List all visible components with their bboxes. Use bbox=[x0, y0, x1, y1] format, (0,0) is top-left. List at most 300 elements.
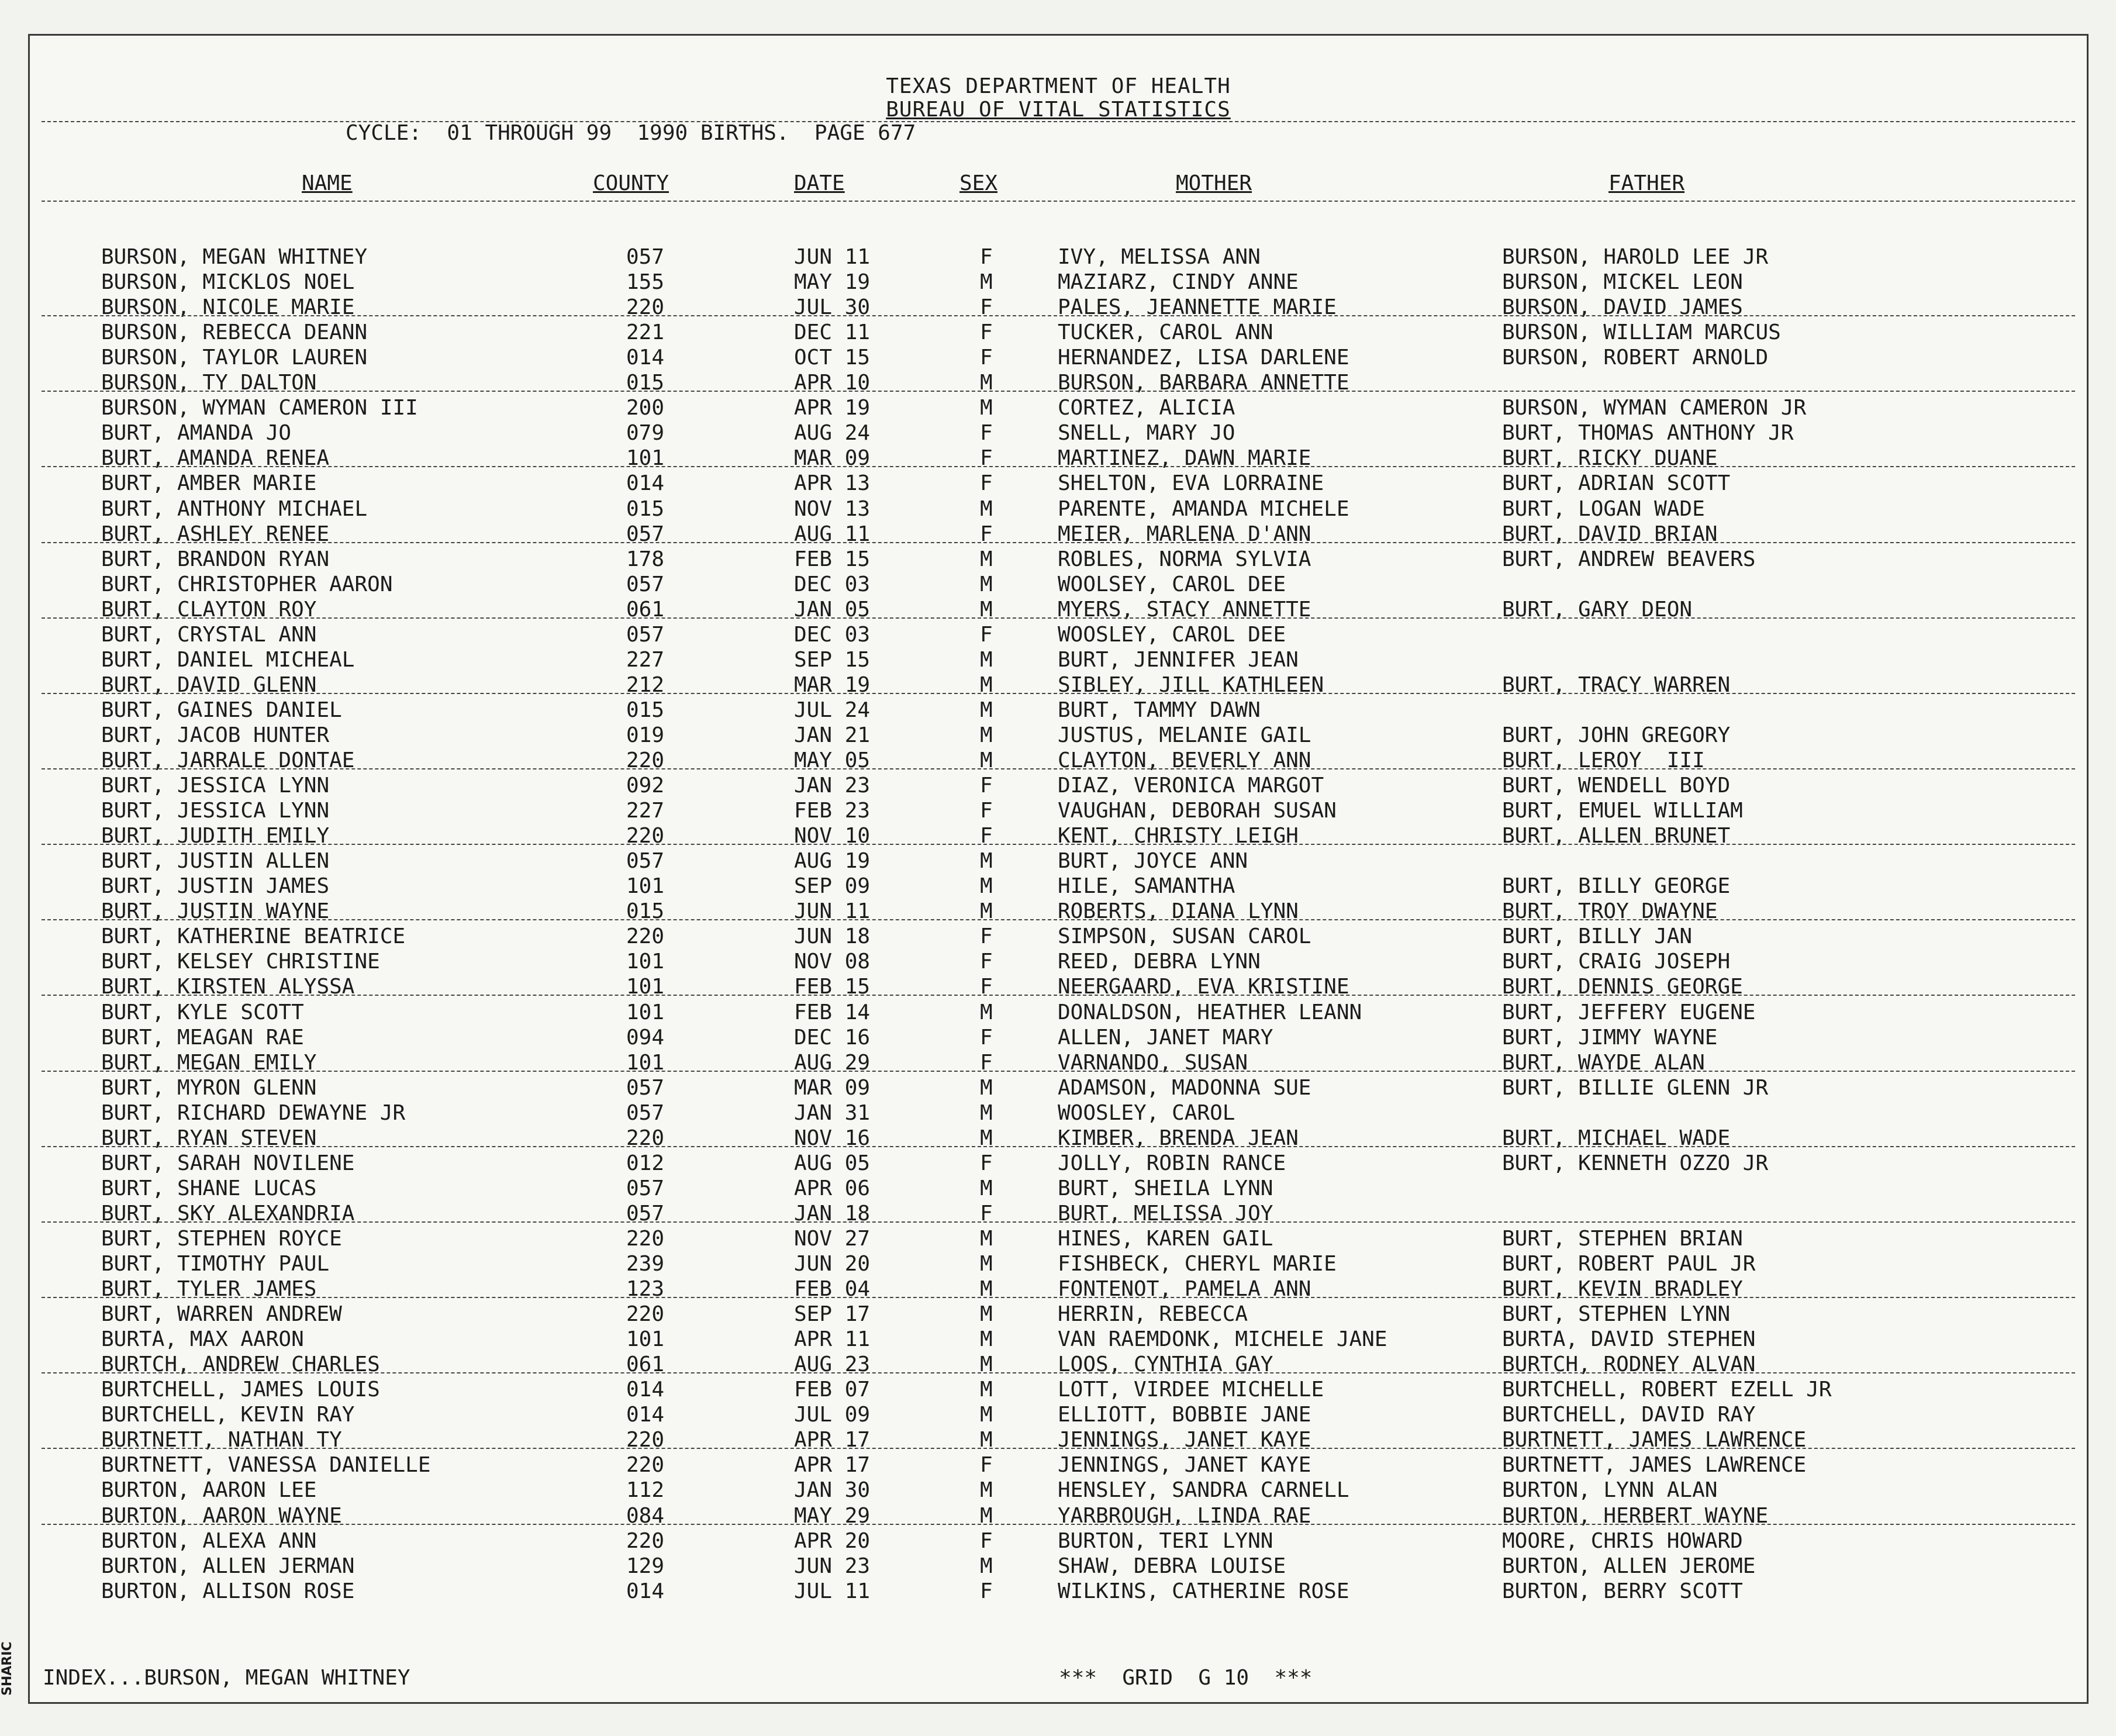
table-row bbox=[30, 1302, 2087, 1327]
cell-name: BURT, DANIEL MICHEAL bbox=[101, 647, 355, 672]
cell-mother: VARNANDO, SUSAN bbox=[1058, 1050, 1248, 1075]
cell-sex: M bbox=[980, 547, 993, 571]
cell-mother: YARBROUGH, LINDA RAE bbox=[1058, 1503, 1311, 1528]
cell-name: BURT, RICHARD DEWAYNE JR bbox=[101, 1100, 406, 1125]
cell-sex: M bbox=[980, 1226, 993, 1251]
cell-mother: LOOS, CYNTHIA GAY bbox=[1058, 1352, 1273, 1377]
cell-sex: M bbox=[980, 597, 993, 622]
cell-sex: M bbox=[980, 748, 993, 772]
cell-county: 012 bbox=[626, 1151, 665, 1175]
cell-father: BURTNETT, JAMES LAWRENCE bbox=[1502, 1453, 1807, 1478]
cell-county: 019 bbox=[626, 723, 665, 747]
table-row bbox=[30, 774, 2087, 799]
cell-county: 112 bbox=[626, 1478, 665, 1503]
cell-sex: F bbox=[980, 471, 993, 496]
cell-father: MOORE, CHRIS HOWARD bbox=[1502, 1528, 1743, 1553]
cell-mother: HILE, SAMANTHA bbox=[1058, 874, 1235, 899]
cell-name: BURT, KIRSTEN ALYSSA bbox=[101, 975, 355, 999]
cell-county: 014 bbox=[626, 1403, 665, 1427]
table-row bbox=[30, 1277, 2087, 1302]
cell-father: BURT, ADRIAN SCOTT bbox=[1502, 471, 1731, 496]
cell-mother: BURT, SHEILA LYNN bbox=[1058, 1176, 1273, 1200]
cell-date: AUG 11 bbox=[794, 522, 871, 546]
cell-mother: IVY, MELISSA ANN bbox=[1058, 245, 1261, 269]
cell-sex: F bbox=[980, 1453, 993, 1478]
cell-date: AUG 29 bbox=[794, 1050, 871, 1075]
cell-mother: DONALDSON, HEATHER LEANN bbox=[1058, 1000, 1362, 1024]
cell-date: JAN 18 bbox=[794, 1201, 871, 1226]
cell-date: DEC 11 bbox=[794, 320, 871, 345]
cell-sex: M bbox=[980, 1302, 993, 1327]
cell-county: 057 bbox=[626, 245, 665, 269]
table-row bbox=[30, 1026, 2087, 1051]
cell-name: BURT, ASHLEY RENEE bbox=[101, 522, 330, 546]
cell-father: BURT, JEFFERY EUGENE bbox=[1502, 1000, 1756, 1024]
cell-date: JUN 11 bbox=[794, 245, 871, 269]
cell-date: FEB 15 bbox=[794, 547, 871, 571]
row-rule bbox=[42, 844, 2075, 845]
cell-sex: M bbox=[980, 396, 993, 420]
row-rule bbox=[42, 1297, 2075, 1298]
cell-county: 057 bbox=[626, 1201, 665, 1226]
cell-mother: MARTINEZ, DAWN MARIE bbox=[1058, 446, 1311, 471]
cell-mother: SHAW, DEBRA LOUISE bbox=[1058, 1554, 1286, 1578]
cell-sex: F bbox=[980, 774, 993, 798]
table-row bbox=[30, 396, 2087, 421]
cell-mother: SHELTON, EVA LORRAINE bbox=[1058, 471, 1324, 496]
cell-county: 101 bbox=[626, 950, 665, 974]
cell-father: BURT, BILLY JAN bbox=[1502, 924, 1693, 949]
table-row bbox=[30, 723, 2087, 748]
cell-name: BURSON, TY DALTON bbox=[101, 371, 317, 395]
cell-father: BURT, BILLY GEORGE bbox=[1502, 874, 1731, 899]
table-row bbox=[30, 497, 2087, 522]
table-row bbox=[30, 698, 2087, 723]
cell-name: BURTON, AARON LEE bbox=[101, 1478, 317, 1503]
table-row bbox=[30, 1428, 2087, 1453]
row-rule bbox=[42, 1524, 2075, 1525]
cell-county: 057 bbox=[626, 522, 665, 546]
cell-father: BURTCH, RODNEY ALVAN bbox=[1502, 1352, 1756, 1377]
cell-father: BURT, BILLIE GLENN JR bbox=[1502, 1075, 1769, 1100]
cell-sex: M bbox=[980, 698, 993, 722]
table-row bbox=[30, 648, 2087, 673]
cell-sex: F bbox=[980, 1025, 993, 1050]
cell-father: BURT, THOMAS ANTHONY JR bbox=[1502, 421, 1794, 446]
cell-mother: NEERGAARD, EVA KRISTINE bbox=[1058, 975, 1349, 999]
cell-sex: M bbox=[980, 1126, 993, 1150]
cell-sex: M bbox=[980, 1503, 993, 1528]
cell-father: BURTON, LYNN ALAN bbox=[1502, 1478, 1718, 1503]
cell-date: NOV 13 bbox=[794, 496, 871, 521]
cell-mother: ELLIOTT, BOBBIE JANE bbox=[1058, 1403, 1311, 1427]
cell-county: 227 bbox=[626, 799, 665, 823]
table-row bbox=[30, 295, 2087, 320]
cell-sex: M bbox=[980, 1378, 993, 1402]
cell-sex: F bbox=[980, 950, 993, 974]
cell-date: APR 06 bbox=[794, 1176, 871, 1200]
cell-sex: F bbox=[980, 824, 993, 848]
table-row bbox=[30, 1554, 2087, 1579]
row-rule bbox=[42, 995, 2075, 996]
cell-mother: FONTENOT, PAMELA ANN bbox=[1058, 1277, 1311, 1302]
table-row bbox=[30, 1000, 2087, 1026]
table-row bbox=[30, 1176, 2087, 1202]
cell-county: 227 bbox=[626, 647, 665, 672]
cell-father: BURSON, WILLIAM MARCUS bbox=[1502, 320, 1781, 345]
table-row bbox=[30, 975, 2087, 1000]
cell-county: 220 bbox=[626, 1226, 665, 1251]
cell-sex: M bbox=[980, 1176, 993, 1200]
cell-date: NOV 08 bbox=[794, 950, 871, 974]
cell-county: 239 bbox=[626, 1252, 665, 1276]
cell-mother: BURT, TAMMY DAWN bbox=[1058, 698, 1261, 722]
table-row bbox=[30, 598, 2087, 623]
table-row bbox=[30, 320, 2087, 346]
cell-date: FEB 07 bbox=[794, 1378, 871, 1402]
cell-sex: F bbox=[980, 522, 993, 546]
cell-sex: M bbox=[980, 270, 993, 295]
cell-county: 057 bbox=[626, 849, 665, 874]
cell-name: BURSON, MEGAN WHITNEY bbox=[101, 245, 368, 269]
header-title: TEXAS DEPARTMENT OF HEALTH bbox=[886, 74, 1231, 98]
cell-county: 057 bbox=[626, 1176, 665, 1200]
cell-mother: BURTON, TERI LYNN bbox=[1058, 1528, 1273, 1553]
cell-name: BURSON, MICKLOS NOEL bbox=[101, 270, 355, 295]
cell-date: MAY 05 bbox=[794, 748, 871, 772]
cell-father: BURT, DENNIS GEORGE bbox=[1502, 975, 1743, 999]
cell-mother: REED, DEBRA LYNN bbox=[1058, 950, 1261, 974]
cell-name: BURT, CHRISTOPHER AARON bbox=[101, 572, 393, 596]
cell-sex: M bbox=[980, 874, 993, 899]
row-rule bbox=[42, 315, 2075, 316]
table-row bbox=[30, 421, 2087, 446]
cell-mother: ALLEN, JANET MARY bbox=[1058, 1025, 1273, 1050]
cell-name: BURTCHELL, JAMES LOUIS bbox=[101, 1378, 380, 1402]
cell-date: AUG 05 bbox=[794, 1151, 871, 1175]
cell-father: BURT, CRAIG JOSEPH bbox=[1502, 950, 1731, 974]
table-row bbox=[30, 1202, 2087, 1227]
cell-name: BURTCHELL, KEVIN RAY bbox=[101, 1403, 355, 1427]
cell-date: NOV 10 bbox=[794, 824, 871, 848]
cell-county: 014 bbox=[626, 471, 665, 496]
cell-date: AUG 19 bbox=[794, 849, 871, 874]
row-rule bbox=[42, 617, 2075, 619]
cell-name: BURT, KELSEY CHRISTINE bbox=[101, 950, 380, 974]
cell-mother: ADAMSON, MADONNA SUE bbox=[1058, 1075, 1311, 1100]
cell-date: APR 11 bbox=[794, 1327, 871, 1352]
cell-name: BURSON, REBECCA DEANN bbox=[101, 320, 368, 345]
cell-sex: F bbox=[980, 975, 993, 999]
cell-mother: WILKINS, CATHERINE ROSE bbox=[1058, 1579, 1349, 1603]
cell-sex: F bbox=[980, 622, 993, 647]
cell-father: BURT, LOGAN WADE bbox=[1502, 496, 1705, 521]
cell-mother: JUSTUS, MELANIE GAIL bbox=[1058, 723, 1311, 747]
cell-name: BURT, AMBER MARIE bbox=[101, 471, 317, 496]
table-row bbox=[30, 799, 2087, 824]
cell-father: BURT, LEROY III bbox=[1502, 748, 1705, 772]
table-row bbox=[30, 1579, 2087, 1604]
cell-date: FEB 14 bbox=[794, 1000, 871, 1024]
cell-county: 221 bbox=[626, 320, 665, 345]
cell-mother: MAZIARZ, CINDY ANNE bbox=[1058, 270, 1299, 295]
side-tag: SHARIC bbox=[0, 1641, 15, 1696]
cell-mother: MEIER, MARLENA D'ANN bbox=[1058, 522, 1311, 546]
cell-county: 123 bbox=[626, 1277, 665, 1302]
cell-name: BURT, AMANDA RENEA bbox=[101, 446, 330, 471]
cell-county: 101 bbox=[626, 975, 665, 999]
table-row bbox=[30, 673, 2087, 698]
cycle-line: CYCLE: 01 THROUGH 99 1990 BIRTHS. PAGE 677 bbox=[346, 121, 916, 145]
cell-county: 200 bbox=[626, 396, 665, 420]
cell-date: MAR 09 bbox=[794, 1075, 871, 1100]
cell-father: BURTON, ALLEN JEROME bbox=[1502, 1554, 1756, 1578]
cell-mother: BURT, MELISSA JOY bbox=[1058, 1201, 1273, 1226]
cell-sex: M bbox=[980, 1327, 993, 1352]
cell-sex: M bbox=[980, 1277, 993, 1302]
cell-sex: M bbox=[980, 1075, 993, 1100]
cell-sex: M bbox=[980, 1478, 993, 1503]
table-row bbox=[30, 245, 2087, 270]
footer-index: INDEX...BURSON, MEGAN WHITNEY bbox=[43, 1666, 410, 1690]
table-row bbox=[30, 1352, 2087, 1378]
cell-sex: F bbox=[980, 295, 993, 320]
table-row bbox=[30, 1126, 2087, 1151]
cell-name: BURT, SHANE LUCAS bbox=[101, 1176, 317, 1200]
cell-date: JUL 09 bbox=[794, 1403, 871, 1427]
cell-county: 084 bbox=[626, 1503, 665, 1528]
cell-mother: PALES, JEANNETTE MARIE bbox=[1058, 295, 1337, 320]
cell-father: BURT, ANDREW BEAVERS bbox=[1502, 547, 1756, 571]
col-header-mother: MOTHER bbox=[1176, 171, 1252, 195]
cell-date: FEB 23 bbox=[794, 799, 871, 823]
cell-county: 220 bbox=[626, 1126, 665, 1150]
cell-county: 014 bbox=[626, 1378, 665, 1402]
cell-county: 015 bbox=[626, 496, 665, 521]
cell-county: 129 bbox=[626, 1554, 665, 1578]
row-rule bbox=[42, 1372, 2075, 1373]
cell-county: 057 bbox=[626, 1075, 665, 1100]
cell-mother: PARENTE, AMANDA MICHELE bbox=[1058, 496, 1349, 521]
col-header-date: DATE bbox=[794, 171, 845, 195]
cell-father: BURTON, HERBERT WAYNE bbox=[1502, 1503, 1769, 1528]
cell-sex: M bbox=[980, 572, 993, 596]
cell-name: BURT, GAINES DANIEL bbox=[101, 698, 342, 722]
cell-father: BURT, EMUEL WILLIAM bbox=[1502, 799, 1743, 823]
cell-mother: VAN RAEMDONK, MICHELE JANE bbox=[1058, 1327, 1387, 1352]
cell-date: JAN 31 bbox=[794, 1100, 871, 1125]
cell-county: 220 bbox=[626, 1453, 665, 1478]
col-header-father: FATHER bbox=[1608, 171, 1685, 195]
row-rule bbox=[42, 1221, 2075, 1223]
table-row bbox=[30, 1403, 2087, 1428]
cell-county: 220 bbox=[626, 824, 665, 848]
cell-sex: M bbox=[980, 371, 993, 395]
cell-father: BURT, WAYDE ALAN bbox=[1502, 1050, 1705, 1075]
table-row bbox=[30, 471, 2087, 496]
cell-county: 220 bbox=[626, 748, 665, 772]
cell-county: 092 bbox=[626, 774, 665, 798]
cell-name: BURT, MEAGAN RAE bbox=[101, 1025, 304, 1050]
cell-name: BURT, ANTHONY MICHAEL bbox=[101, 496, 368, 521]
table-row bbox=[30, 849, 2087, 874]
cell-sex: F bbox=[980, 421, 993, 446]
cell-name: BURSON, WYMAN CAMERON III bbox=[101, 396, 418, 420]
col-header-name: NAME bbox=[302, 171, 353, 195]
cell-sex: F bbox=[980, 1528, 993, 1553]
cell-sex: F bbox=[980, 346, 993, 370]
cell-sex: F bbox=[980, 1201, 993, 1226]
cell-date: FEB 15 bbox=[794, 975, 871, 999]
cell-county: 220 bbox=[626, 295, 665, 320]
cell-date: JAN 23 bbox=[794, 774, 871, 798]
cell-sex: F bbox=[980, 799, 993, 823]
row-rule bbox=[42, 1071, 2075, 1072]
cell-father: BURT, STEPHEN LYNN bbox=[1502, 1302, 1731, 1327]
cell-county: 057 bbox=[626, 622, 665, 647]
col-header-county: COUNTY bbox=[593, 171, 669, 195]
cell-county: 101 bbox=[626, 1000, 665, 1024]
cell-name: BURT, SKY ALEXANDRIA bbox=[101, 1201, 355, 1226]
table-row bbox=[30, 1101, 2087, 1126]
cell-name: BURT, JUSTIN ALLEN bbox=[101, 849, 330, 874]
cell-sex: F bbox=[980, 446, 993, 471]
row-rule bbox=[42, 391, 2075, 392]
cell-county: 101 bbox=[626, 874, 665, 899]
cell-sex: F bbox=[980, 245, 993, 269]
cell-name: BURT, JESSICA LYNN bbox=[101, 774, 330, 798]
cell-date: MAY 19 bbox=[794, 270, 871, 295]
cell-date: APR 20 bbox=[794, 1528, 871, 1553]
cell-county: 079 bbox=[626, 421, 665, 446]
row-rule bbox=[42, 1146, 2075, 1147]
cell-mother: VAUGHAN, DEBORAH SUSAN bbox=[1058, 799, 1337, 823]
cell-date: MAR 09 bbox=[794, 446, 871, 471]
cell-county: 057 bbox=[626, 1100, 665, 1125]
cell-mother: CORTEZ, ALICIA bbox=[1058, 396, 1235, 420]
cell-mother: TUCKER, CAROL ANN bbox=[1058, 320, 1273, 345]
cell-mother: JENNINGS, JANET KAYE bbox=[1058, 1453, 1311, 1478]
table-row bbox=[30, 446, 2087, 471]
cell-name: BURTON, ALEXA ANN bbox=[101, 1528, 317, 1553]
cell-name: BURTA, MAX AARON bbox=[101, 1327, 304, 1352]
table-row bbox=[30, 1327, 2087, 1352]
table-row bbox=[30, 1252, 2087, 1277]
cell-date: MAR 19 bbox=[794, 672, 871, 697]
cell-name: BURT, WARREN ANDREW bbox=[101, 1302, 342, 1327]
cell-father: BURTON, BERRY SCOTT bbox=[1502, 1579, 1743, 1603]
cell-sex: M bbox=[980, 1554, 993, 1578]
row-rule bbox=[42, 1448, 2075, 1449]
cell-county: 101 bbox=[626, 446, 665, 471]
cell-sex: F bbox=[980, 1579, 993, 1603]
cell-date: JUL 24 bbox=[794, 698, 871, 722]
cell-mother: SNELL, MARY JO bbox=[1058, 421, 1235, 446]
cell-mother: FISHBECK, CHERYL MARIE bbox=[1058, 1252, 1337, 1276]
table-row bbox=[30, 874, 2087, 899]
table-row bbox=[30, 371, 2087, 396]
cell-sex: M bbox=[980, 849, 993, 874]
cell-sex: M bbox=[980, 1100, 993, 1125]
table-row bbox=[30, 950, 2087, 975]
cell-father: BURT, STEPHEN BRIAN bbox=[1502, 1226, 1743, 1251]
cell-name: BURT, CLAYTON ROY bbox=[101, 597, 317, 622]
cell-father: BURT, RICKY DUANE bbox=[1502, 446, 1718, 471]
column-header-rule bbox=[42, 201, 2075, 202]
cell-date: SEP 09 bbox=[794, 874, 871, 899]
cell-sex: M bbox=[980, 1000, 993, 1024]
cell-father: BURT, MICHAEL WADE bbox=[1502, 1126, 1731, 1150]
cell-mother: JENNINGS, JANET KAYE bbox=[1058, 1428, 1311, 1452]
cell-name: BURSON, NICOLE MARIE bbox=[101, 295, 355, 320]
cell-county: 094 bbox=[626, 1025, 665, 1050]
cell-mother: ROBLES, NORMA SYLVIA bbox=[1058, 547, 1311, 571]
cell-date: JAN 05 bbox=[794, 597, 871, 622]
cell-date: JAN 30 bbox=[794, 1478, 871, 1503]
cell-name: BURTNETT, VANESSA DANIELLE bbox=[101, 1453, 431, 1478]
table-row bbox=[30, 924, 2087, 950]
table-row bbox=[30, 824, 2087, 849]
row-rule bbox=[42, 542, 2075, 543]
cell-name: BURT, MEGAN EMILY bbox=[101, 1050, 317, 1075]
cell-father: BURSON, HAROLD LEE JR bbox=[1502, 245, 1769, 269]
cell-mother: BURT, JOYCE ANN bbox=[1058, 849, 1248, 874]
cell-name: BURT, MYRON GLENN bbox=[101, 1075, 317, 1100]
cell-name: BURT, STEPHEN ROYCE bbox=[101, 1226, 342, 1251]
cell-father: BURSON, MICKEL LEON bbox=[1502, 270, 1743, 295]
cell-mother: CLAYTON, BEVERLY ANN bbox=[1058, 748, 1311, 772]
table-row bbox=[30, 522, 2087, 547]
table-row bbox=[30, 899, 2087, 924]
cell-county: 101 bbox=[626, 1327, 665, 1352]
cell-father: BURT, WENDELL BOYD bbox=[1502, 774, 1731, 798]
cell-sex: M bbox=[980, 1252, 993, 1276]
cell-sex: M bbox=[980, 496, 993, 521]
cell-date: FEB 04 bbox=[794, 1277, 871, 1302]
cell-county: 014 bbox=[626, 1579, 665, 1603]
cell-mother: BURSON, BARBARA ANNETTE bbox=[1058, 371, 1349, 395]
cell-mother: ROBERTS, DIANA LYNN bbox=[1058, 899, 1299, 924]
table-row bbox=[30, 1378, 2087, 1403]
cell-date: DEC 03 bbox=[794, 622, 871, 647]
cell-father: BURT, GARY DEON bbox=[1502, 597, 1693, 622]
cell-date: NOV 16 bbox=[794, 1126, 871, 1150]
table-row bbox=[30, 1076, 2087, 1101]
cell-name: BURT, JARRALE DONTAE bbox=[101, 748, 355, 772]
cell-county: 057 bbox=[626, 572, 665, 596]
cell-sex: F bbox=[980, 924, 993, 949]
cell-name: BURT, DAVID GLENN bbox=[101, 672, 317, 697]
cell-date: APR 17 bbox=[794, 1453, 871, 1478]
cell-father: BURT, TROY DWAYNE bbox=[1502, 899, 1718, 924]
cell-county: 220 bbox=[626, 1428, 665, 1452]
cell-name: BURT, SARAH NOVILENE bbox=[101, 1151, 355, 1175]
cell-date: SEP 15 bbox=[794, 647, 871, 672]
cell-name: BURT, JUSTIN WAYNE bbox=[101, 899, 330, 924]
cell-father: BURT, KENNETH OZZO JR bbox=[1502, 1151, 1769, 1175]
cell-sex: M bbox=[980, 723, 993, 747]
cell-mother: WOOLSEY, CAROL DEE bbox=[1058, 572, 1286, 596]
cell-date: SEP 17 bbox=[794, 1302, 871, 1327]
cell-name: BURTON, ALLISON ROSE bbox=[101, 1579, 355, 1603]
cell-date: JUN 23 bbox=[794, 1554, 871, 1578]
cell-father: BURT, JIMMY WAYNE bbox=[1502, 1025, 1718, 1050]
cell-date: DEC 16 bbox=[794, 1025, 871, 1050]
table-row bbox=[30, 346, 2087, 371]
cell-name: BURT, JUSTIN JAMES bbox=[101, 874, 330, 899]
cell-father: BURTA, DAVID STEPHEN bbox=[1502, 1327, 1756, 1352]
cell-date: JUL 11 bbox=[794, 1579, 871, 1603]
